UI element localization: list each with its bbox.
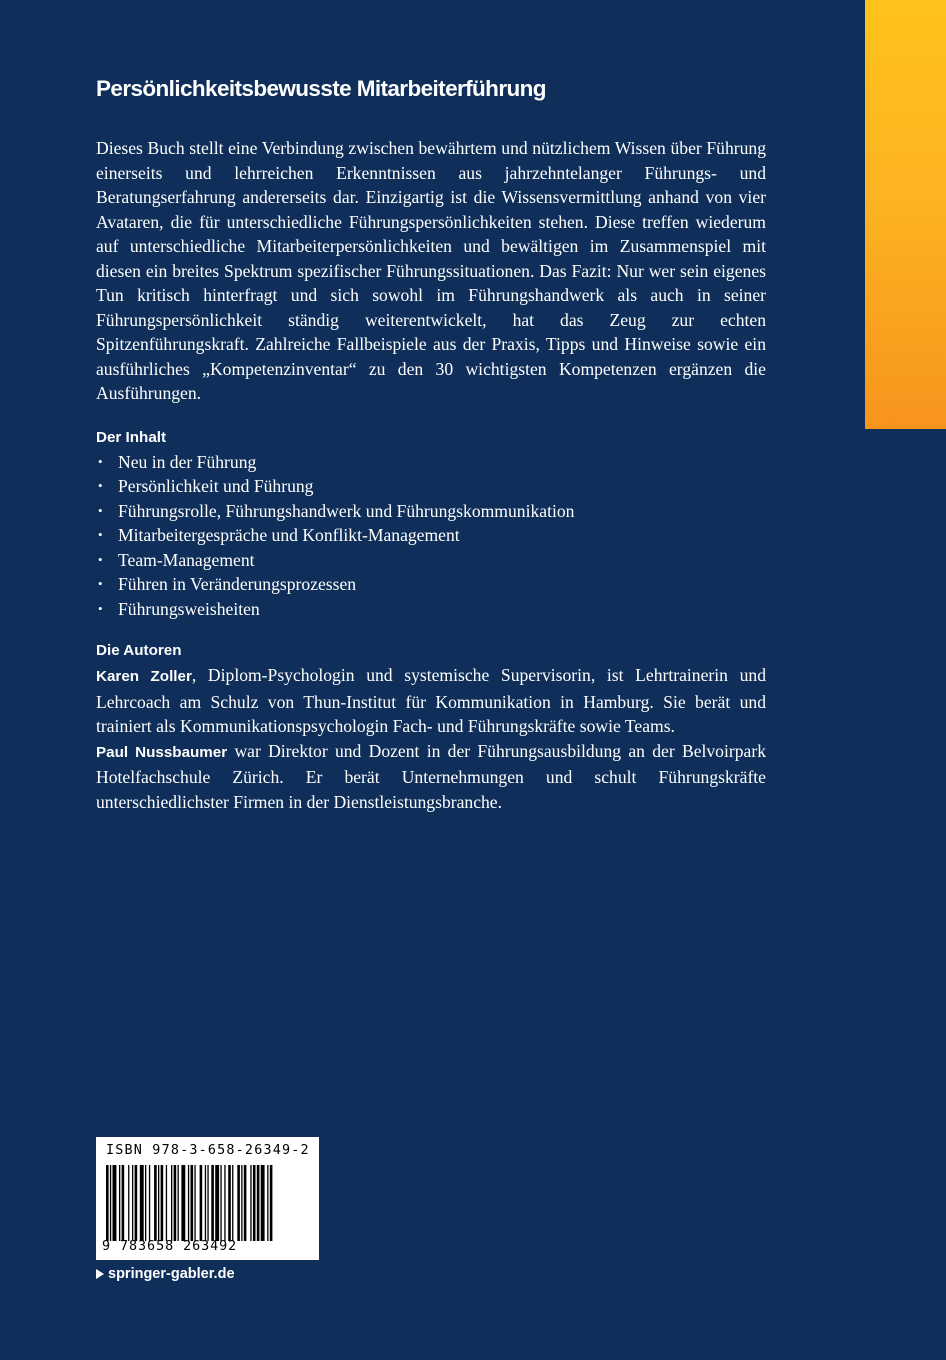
list-item: • Neu in der Führung [96, 450, 766, 475]
barcode-bar [154, 1165, 157, 1241]
publisher-link[interactable] [96, 1265, 235, 1283]
barcode-bar [135, 1165, 138, 1241]
author-bio: , Diplom-Psychologin und systemische Supervisorin, ist Lehrtrainerin und Lehrcoach am Schulz von Thun-Institut für Kommunikation in Hamburg. Sie berät und trainiert als Kommunikationspsychologin Fach- und Führungskräfte sowie Teams. [96, 665, 766, 736]
isbn-label: ISBN 978-3-658-26349-2 [106, 1143, 310, 1158]
barcode-bar [228, 1165, 231, 1241]
list-item: • Team-Management [96, 548, 766, 573]
barcode-bar [122, 1165, 125, 1241]
barcode-bar [119, 1165, 120, 1241]
barcode-bar [270, 1165, 273, 1241]
barcode-bars [106, 1165, 311, 1241]
barcode-digits: 9 783658 263492 [102, 1239, 238, 1254]
list-item: • Persönlichkeit und Führung [96, 474, 766, 499]
author-bio: war Direktor und Dozent in der Führungsausbildung an der Belvoirpark Hotelfachschule Zürich. Er berät Unternehmungen und schult Führungskräfte unterschiedlichster Firmen in der Dienstleistungsbranche. [96, 740, 766, 812]
barcode-bar [200, 1165, 203, 1241]
back-cover-content [96, 72, 766, 814]
barcode-bar [140, 1165, 144, 1241]
book-description: Dieses Buch stellt eine Verbindung zwischen bewährtem und nützlichem Wissen über Führung einerseits und lehrreichen Erkenntnissen aus jahrzehntelanger Führungs- und Beratungserfahrung andererseits dar. Einzigartig ist die Wissensvermittlung anhand von vier Avataren, die für unterschiedliche Führungspersönlichkeiten stehen. Diese treffen wiederum auf unterschiedliche Mitarbeiterpersönlichkeiten und bewältigen im Zusammenspiel mit diesen ein breites Spektrum spezifischer Führungssituationen. Das Fazit: Nur wer sein eigenes Tun kritisch hinterfragt und sich sowohl im Führungshandwerk als auch in seiner Führungspersönlichkeit ständig weiterentwickelt, hat das Zeug zur echten Spitzenführungskraft. Zahlreiche Fallbeispiele aus der Praxis, Tipps und Hinweise sowie ein ausführliches „Kompetenzinventar“ zu den 30 wichtigsten Kompetenzen ergänzen die Ausführungen. [96, 138, 766, 403]
arrow-right-icon [96, 1269, 104, 1279]
barcode-bar [215, 1165, 219, 1241]
barcode-bar [211, 1165, 214, 1241]
barcode-bar [224, 1165, 225, 1241]
orange-accent-bar [865, 0, 946, 429]
barcode-bar [178, 1165, 179, 1241]
contents-list [96, 450, 766, 622]
barcode-bar [145, 1165, 146, 1241]
book-title: Persönlichkeitsbewusste Mitarbeiterführung [96, 76, 546, 101]
author-karen-zoller [96, 663, 766, 739]
contents-heading: Der Inhalt [96, 428, 167, 446]
barcode-bar [232, 1165, 233, 1241]
barcode-bar [106, 1165, 109, 1241]
barcode-bar [250, 1165, 251, 1241]
barcode-bar [207, 1165, 208, 1241]
barcode-bar [257, 1165, 260, 1241]
barcode-bar [174, 1165, 177, 1241]
author-paul-nussbaumer [96, 739, 766, 815]
barcode-bar [166, 1165, 167, 1241]
barcode-bar [194, 1165, 195, 1241]
barcode-bar [171, 1165, 172, 1241]
publisher-url: springer-gabler.de [108, 1266, 235, 1282]
barcode-bar [113, 1165, 117, 1241]
barcode-bar [188, 1165, 189, 1241]
barcode-bar [191, 1165, 194, 1241]
barcode-bar [149, 1165, 150, 1241]
barcode-bar [161, 1165, 164, 1241]
barcode-bar [244, 1165, 247, 1241]
barcode-bar [261, 1165, 265, 1241]
barcode-bar [158, 1165, 159, 1241]
isbn-barcode [96, 1137, 319, 1260]
list-item: • Führen in Veränderungsprozessen [96, 572, 766, 597]
barcode-bar [205, 1165, 206, 1241]
barcode-bar [267, 1165, 268, 1241]
barcode-bar [241, 1165, 242, 1241]
barcode-bar [181, 1165, 185, 1241]
list-item: • Führungsweisheiten [96, 597, 766, 622]
barcode-bar [110, 1165, 111, 1241]
barcode-bar [237, 1165, 240, 1241]
barcode-bar [128, 1165, 129, 1241]
list-item: • Mitarbeitergespräche und Konflikt-Management [96, 523, 766, 548]
author-name: Paul Nussbaumer [96, 743, 228, 761]
barcode-bar [253, 1165, 256, 1241]
barcode-bar [220, 1165, 221, 1241]
barcode-bar [132, 1165, 133, 1241]
list-item: • Führungsrolle, Führungshandwerk und Führungskommunikation [96, 499, 766, 524]
authors-heading: Die Autoren [96, 642, 182, 659]
author-name: Karen Zoller [96, 668, 192, 685]
